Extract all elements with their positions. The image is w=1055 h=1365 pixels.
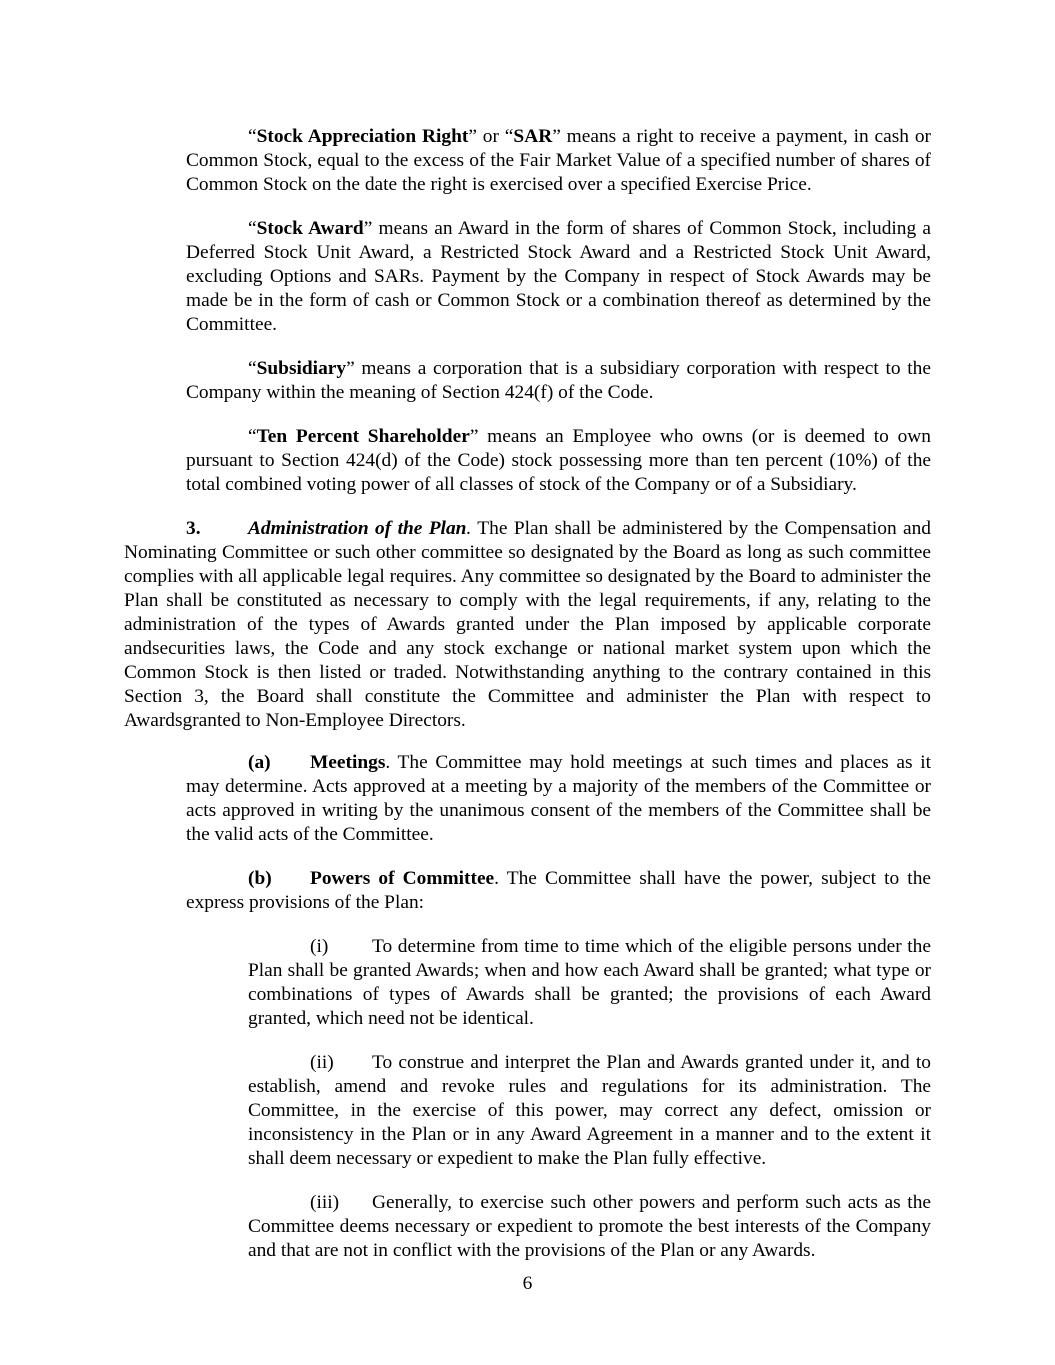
defined-term: SAR — [513, 126, 553, 147]
item-text: Generally, to exercise such other powers and perform such acts as the Committee deems necessary or expedient to promote the best interests of the Company and that are not in conflict with the provisions of the Plan or any Awards. — [248, 1192, 931, 1261]
item-text: To determine from time to time which of the eligible persons under the Plan shall be granted Awards; when and how each Award shall be granted; what type or combinations of types of Awards shall be granted; the provisions of each Award granted, which need not be identical. — [248, 936, 931, 1029]
section-body: The Plan shall be administered by the Compensation and Nominating Committee or such other committee so designated by the Board as long as such committee complies with all applicable legal requires. Any committee so designated by the Board to administer the Plan shall be constituted as necessary to comply with the legal requirements, if any, relating to the administration of the types of Awards granted under the Plan imposed by applicable corporate andsecurities laws, the Code and any stock exchange or national market system upon which the Common Stock is then listed or traded. Notwithstanding anything to the contrary contained in this Section 3, the Board shall constitute the Committee and administer the Plan with respect to Awardsgranted to Non-Employee Directors. — [124, 518, 931, 731]
item-label: (i) — [310, 936, 329, 957]
subsection-heading: Meetings — [310, 752, 386, 773]
defined-term: Stock Award — [256, 218, 364, 239]
definition-subsidiary — [186, 357, 931, 405]
defined-term: Subsidiary — [256, 358, 347, 379]
definition-text: ” means an Award in the form of shares of Common Stock, including a Deferred Stock Unit Award, a Restricted Stock Award and a Restricted Stock Unit Award, excluding Options and SARs. Payment by the Company in respect of Stock Awards may be made be in the form of cash or Common Stock or a combination thereof as determined by the Committee. — [186, 218, 931, 335]
subsection-label: (a) — [248, 752, 271, 773]
subsection-heading: Powers of Committee — [310, 868, 495, 889]
section-number: 3. — [186, 518, 201, 539]
section-title-punct: . — [466, 518, 472, 539]
definition-stock-appreciation-right — [186, 125, 931, 197]
item-iii — [248, 1191, 931, 1263]
subsection-b-powers — [186, 867, 931, 915]
item-label: (ii) — [310, 1052, 334, 1073]
subsection-label: (b) — [248, 868, 272, 889]
definition-stock-award — [186, 217, 931, 337]
item-text: To construe and interpret the Plan and Awards granted under it, and to establish, amend and revoke rules and regulations for its administration. The Committee, in the exercise of this power, may correct any defect, omission or inconsistency in the Plan or in any Award Agreement in a manner and to the extent it shall deem necessary or expedient to make the Plan fully effective. — [248, 1052, 931, 1169]
quote-open: “ — [248, 126, 257, 147]
subsection-a-meetings — [186, 751, 931, 847]
section-3-administration — [124, 517, 931, 733]
subsection-body: . The Committee may hold meetings at such times and places as it may determine. Acts approved at a meeting by a majority of the members of the Committee or acts approved in writing by the unanimous consent of the members of the Committee shall be the valid acts of the Committee. — [186, 752, 931, 845]
definition-text: ” means a corporation that is a subsidiary corporation with respect to the Company within the meaning of Section 424(f) of the Code. — [186, 358, 931, 403]
item-label: (iii) — [310, 1192, 340, 1213]
quote-open: “ — [248, 218, 257, 239]
quote-open: “ — [248, 426, 257, 447]
item-i — [248, 935, 931, 1031]
quote-open: “ — [248, 358, 257, 379]
page-number: 6 — [522, 1273, 533, 1294]
definition-text: ” means an Employee who owns (or is deemed to own pursuant to Section 424(d) of the Code) stock possessing more than ten percent (10%) of the total combined voting power of all classes of stock of the Company or of a Subsidiary. — [186, 426, 932, 495]
defined-term: Ten Percent Shareholder — [256, 426, 470, 447]
definition-ten-percent-shareholder — [186, 425, 931, 497]
item-ii — [248, 1051, 931, 1171]
section-title: Administration of the Plan — [248, 518, 467, 539]
definition-connector: ” or “ — [468, 126, 514, 147]
definition-text: ” means a right to receive a payment, in cash or Common Stock, equal to the excess of the Fair Market Value of a specified number of shares of Common Stock on the date the right is exercised over a specified Exercise Price. — [186, 126, 932, 195]
subsection-body: . The Committee shall have the power, subject to the express provisions of the Plan: — [186, 868, 931, 913]
defined-term: Stock Appreciation Right — [256, 126, 469, 147]
